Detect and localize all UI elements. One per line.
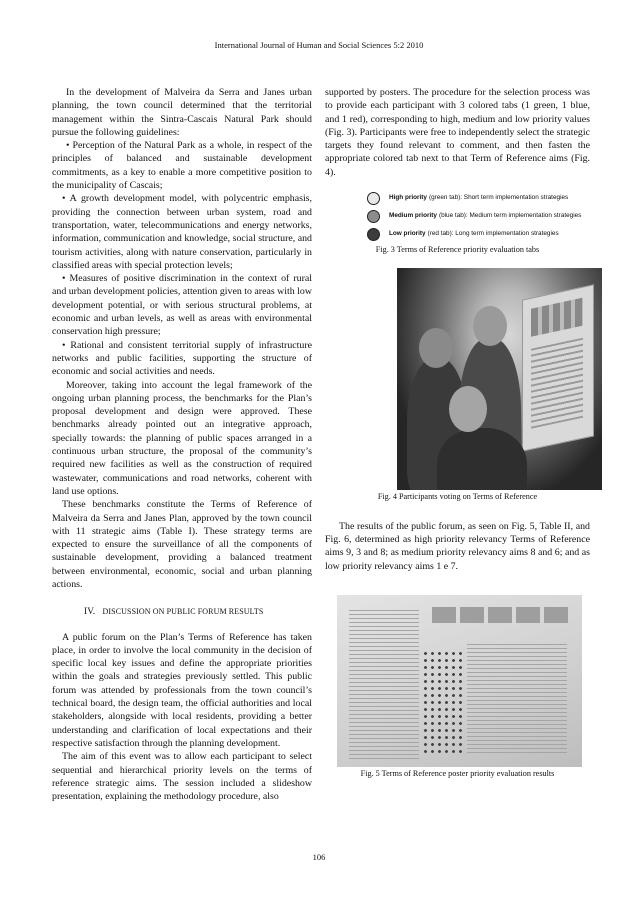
poster-photo-strip — [460, 607, 484, 623]
section-numeral: IV. — [84, 607, 96, 618]
paragraph: The results of the public forum, as seen on Fig. 5, Table II, and Fig. 6, determined as high priority relevancy Terms of Reference aims 9, 3 and 8; as medium priority relevancy aims 8 and 6; and as low priority relevancy aims 1 e 7. — [325, 520, 590, 572]
figure-caption: Fig. 3 Terms of Reference priority evaluation tabs — [375, 245, 540, 255]
paragraph: A public forum on the Plan’s Terms of Reference has taken place, in order to involve the local community in the decision of specific local key issues and define the appropriate priorities within the goals and strategies previously settled. This public forum was attended by professionals from the town council’s technical board, the design team, the official authorities and local stakeholders, alongside with local residents, providing a better understanding and clarification of local expectations and their respective satisfaction through the planning development. — [52, 631, 312, 749]
poster-photo-strip — [488, 607, 512, 623]
legend-label: Medium priority — [389, 212, 437, 220]
paragraph: supported by posters. The procedure for the selection process was to provide each participant with 3 colored tabs (1 green, 1 blue, and 1 red), corresponding to high, medium and low priority values (Fig. 3). Participants were free to independently select the strategic targets they found relevant to comment, and then fasten the appropriate colored tab next to that Term of Reference aims (Fig. 4). — [325, 87, 590, 178]
poster-text-block — [349, 609, 419, 759]
section-title: DISCUSSION ON PUBLIC FORUM RESULTS — [102, 607, 264, 617]
legend-row-high — [367, 189, 590, 207]
figure-caption: Fig. 4 Participants voting on Terms of Reference — [377, 492, 538, 502]
legend-label: High priority — [389, 194, 427, 202]
right-column — [325, 86, 590, 780]
priority-legend — [367, 189, 590, 243]
paragraph: The aim of this event was to allow each participant to select sequential and hierarchical priority levels on the terms of reference strategic aims. The session included a slideshow presentation, explaining the methodology procedure, also — [52, 751, 312, 803]
poster-board — [522, 285, 594, 452]
participants-voting-photo — [397, 268, 602, 490]
paragraph: These benchmarks constitute the Terms of Reference of Malveira da Serra and Janes Plan, approved by the town council with 11 strategic aims (Table I). These strategy terms are expected to ensure the surveillance of all the components of sustainable development, providing a balanced treatment between environmental, economic, social and urban planning actions. — [52, 499, 312, 590]
legend-row-medium — [367, 207, 590, 225]
green-tab-icon — [367, 192, 380, 205]
legend-detail: (red tab): Long term implementation strategies — [427, 230, 559, 238]
legend-detail: (green tab): Short term implementation strategies — [429, 194, 569, 202]
left-column — [52, 86, 312, 803]
paragraph: Moreover, taking into account the legal framework of the ongoing urban planning process, the benchmarks for the Plan’s proposal development and design were approved. These benchmarks already pointed out an integrative approach, specially towards: the planning of public spaces arranged in a continuous urban structure, the proposal of the community’s required new facilities as well as the construction of required wastewater, communications and road networks, coherent with land use options. — [52, 379, 312, 497]
bullet-item: • Rational and consistent territorial supply of infrastructure networks and public facilities, supporting the structure of economic and social activities and needs. — [52, 339, 312, 378]
bullet-item: • Measures of positive discrimination in the context of rural and urban development policies, attention given to areas with low development potential, or with serious structural problems, at economic and urban levels, as well as areas with environmental conservation high pressure; — [52, 273, 312, 338]
poster-text-block — [467, 643, 567, 753]
page-number: 106 — [312, 852, 326, 862]
paragraph: In the development of Malveira da Serra and Janes urban planning, the town council determined that the territorial management within the Sintra-Cascais Natural Park should pursue the following guidelines: — [52, 87, 312, 138]
bullet-item: • A growth development model, with polycentric emphasis, providing the connection between urban system, road and transportation, water, telecommunications and energy networks, information, communication and knowledge, social structure, and tourism activities, along with nature conservation, particularly in classified areas with special protection levels; — [52, 193, 312, 271]
bullet-item: • Perception of the Natural Park as a whole, in respect of the principles of balanced and sustainable development commitments, as a key to enable a more competitive position to the municipality of Cascais; — [52, 140, 312, 192]
red-tab-icon — [367, 228, 380, 241]
legend-row-low — [367, 225, 590, 243]
journal-header: International Journal of Human and Social Sciences 5:2 2010 — [214, 40, 424, 50]
poster-photo-strip — [432, 607, 456, 623]
results-poster-photo — [337, 595, 582, 767]
figure-caption: Fig. 5 Terms of Reference poster priority evaluation results — [360, 768, 555, 778]
poster-photo-strip — [544, 607, 568, 623]
person — [437, 428, 527, 490]
legend-label: Low priority — [389, 230, 426, 238]
priority-tabs-cluster — [422, 650, 462, 755]
blue-tab-icon — [367, 210, 380, 223]
person-head — [473, 306, 507, 346]
legend-detail: (blue tab): Medium term implementation strategies — [438, 212, 582, 220]
poster-photo-strip — [516, 607, 540, 623]
section-heading — [84, 605, 312, 619]
